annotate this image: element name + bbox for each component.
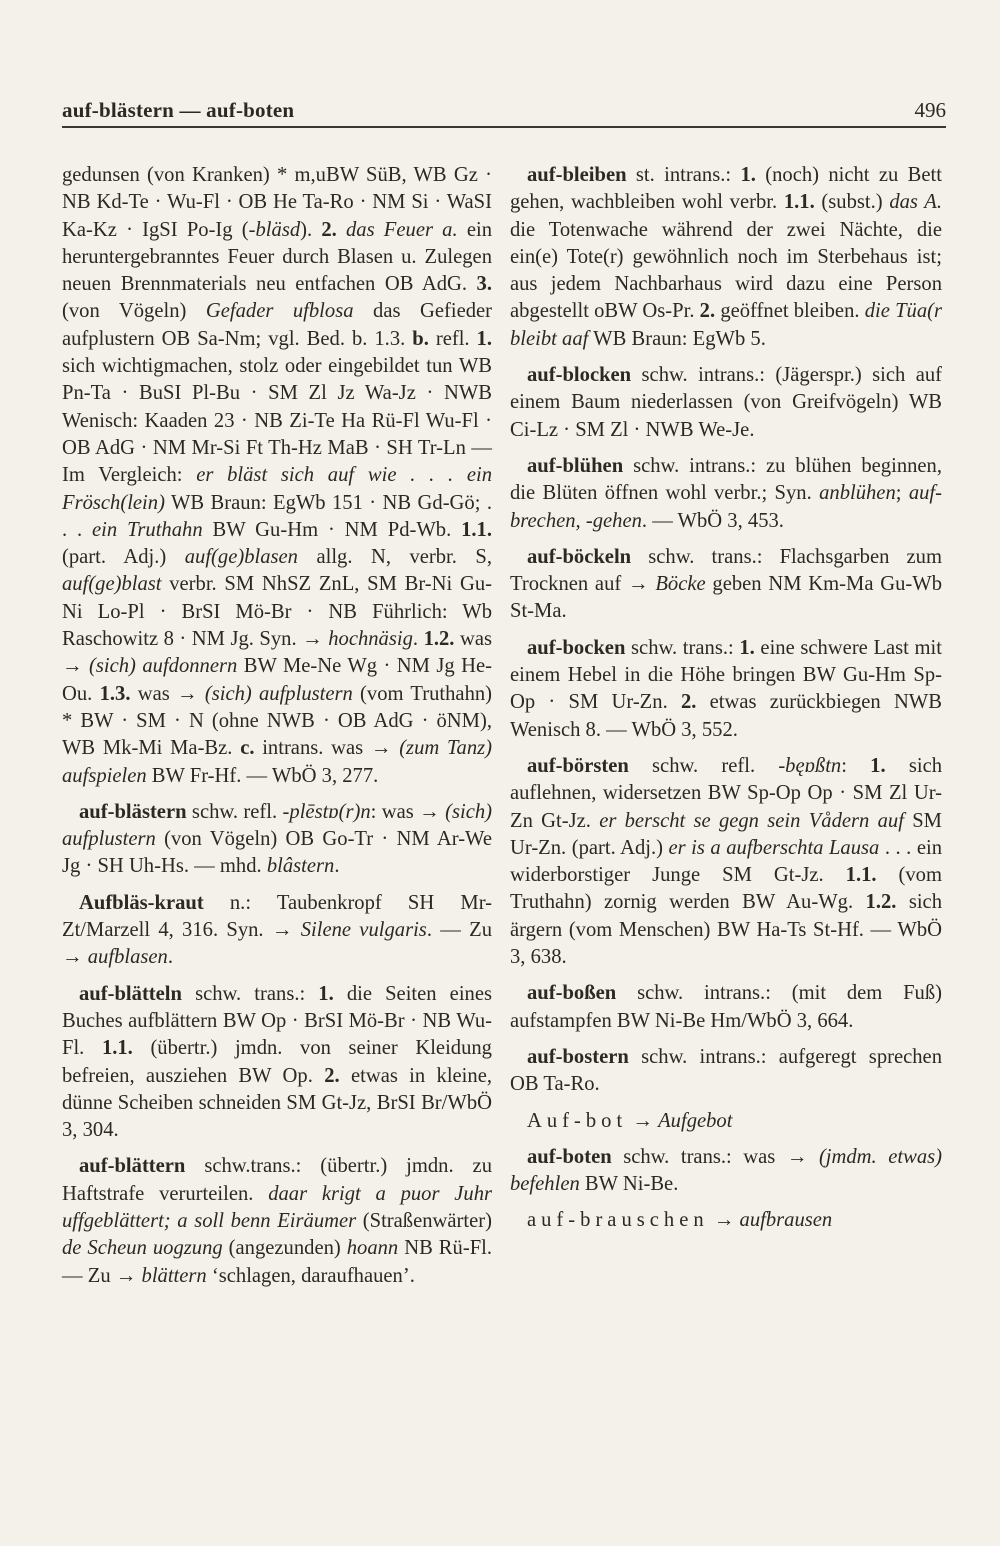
entry-auf-bluehen: auf-blühen schw. intrans.: zu blühen beginnen, die Blüten öffnen wohl verbr.; Syn. anblühen; auf-brechen, -gehen. — WbÖ 3, 453. xyxy=(510,454,943,532)
entry-auf-blocken: auf-blocken schw. intrans.: (Jägerspr.) sich auf einem Baum niederlassen (von Greifvögeln) WB Ci-Lz · SM Zl · NWB We-Je. xyxy=(510,364,942,441)
headword: auf-bostern xyxy=(527,1045,629,1068)
headword: auf-boten xyxy=(527,1145,612,1168)
page-number: 496 xyxy=(914,98,946,122)
headword: auf-blocken xyxy=(527,364,632,387)
entry-auf-bleiben: auf-bleiben st. intrans.: 1. (noch) nicht zu Bett gehen, wachbleiben wohl verbr. 1.1. (subst.) das A. die Totenwache während der zwei Nächte, die ein(e) Tote(r) gewöhnlich noch im Sterbehaus ist; aus jedem Nachbarhaus wird dazu eine Person abgestellt oBW Os-Pr. 2. geöffnet bleiben. die Tüa(r bleibt aaf WB Braun: EgWb 5. xyxy=(510,164,942,350)
headword: auf-brauschen xyxy=(527,1209,709,1232)
headword: auf-böckeln xyxy=(527,545,632,568)
entry-auf-boeckeln: auf-böckeln schw. trans.: Flachsgarben zum Trocknen auf → Böcke geben NM Km-Ma Gu-Wb St-Ma. xyxy=(510,545,942,623)
headword: auf-blätteln xyxy=(79,982,182,1005)
headword: auf-blühen xyxy=(527,454,624,477)
headword: Auf-bot xyxy=(527,1109,628,1132)
header-rule xyxy=(62,126,946,128)
headword: auf-bocken xyxy=(527,636,626,659)
entry-auf-bostern: auf-bostern schw. intrans.: aufgeregt sprechen OB Ta-Ro. xyxy=(510,1045,942,1096)
right-column xyxy=(510,162,942,1244)
entry-auf-blaettern: auf-blättern schw.trans.: (übertr.) jmdn. zu Haftstrafe verurteilen. daar krigt a puor Juhr uffgeblättert; a soll benn Eiräumer (Straßenwärter) de Scheun uogzung (angezunden) hoann NB Rü-Fl. — Zu → blättern ‘schlagen, daraufhauen’. xyxy=(62,1155,493,1287)
headword: Aufbläs-kraut xyxy=(79,891,204,914)
headword: auf-blästern xyxy=(79,800,187,823)
entry-aufblasen-continuation: gedunsen (von Kranken) * m,uBW SüB, WB Gz · NB Kd-Te · Wu-Fl · OB He Ta-Ro · NM Si · WaSI Ka-Kz · IgSI Po-Ig (-bläsd). 2. das Feuer a. ein heruntergebranntes Feuer durch Blasen u. Zulegen neuen Brennmaterials neu entfachen OB AdG. 3. (von Vögeln) Gefader ufblosa das Gefieder aufplustern OB Sa-Nm; vgl. Bed. b. 1.3. b. refl. 1. sich wichtigmachen, stolz oder eingebildet tun WB Pn-Ta · BuSI Pl-Bu · SM Zl Jz Wa-Jz · NWB Wenisch: Kaaden 23 · NB Zi-Te Ha Rü-Fl Wu-Fl · OB AdG · NM Mr-Si Ft Th-Hz MaB · SH Tr-Ln — Im Vergleich: er bläst sich auf wie . . . ein Frösch(lein) WB Braun: EgWb 151 · NB Gd-Gö; . . . ein Truthahn BW Gu-Hm · NM Pd-Wb. 1.1. (part. Adj.) auf(ge)blasen allg. N, verbr. S, auf(ge)blast verbr. SM NhSZ ZnL, SM Br-Ni Gu-Ni Lo-Pl · BrSI Mö-Br · NB Führlich: Wb Raschowitz 8 · NM Jg. Syn. → hochnäsig. 1.2. was → (sich) aufdonnern BW Me-Ne Wg · NM Jg He-Ou. 1.3. was → (sich) aufplustern (vom Truthahn) * BW · SM · N (ohne NWB · OB AdG · öNM), WB Mk-Mi Ma-Bz. c. intrans. was → (zum Tanz) aufspielen BW Fr-Hf. — WbÖ 3, 277. xyxy=(62,164,493,787)
entry-auf-blaestern: auf-blästern schw. refl. -plēstɒ(r)n: was → (sich) aufplustern (von Vögeln) OB Go-Tr · NM Ar-We Jg · SH Uh-Hs. — mhd. blâstern. xyxy=(62,800,492,878)
headword: auf-boßen xyxy=(527,982,617,1005)
entry-auf-brauschen: auf-brauschen → aufbrausen xyxy=(527,1209,833,1232)
entry-auf-bossen: auf-boßen schw. intrans.: (mit dem Fuß) aufstampfen BW Ni-Be Hm/WbÖ 3, 664. xyxy=(510,982,942,1032)
running-head: auf-blästern — auf-boten xyxy=(62,98,295,122)
entry-aufblaes-kraut: Aufbläs-kraut n.: Taubenkropf SH Mr-Zt/Marzell 4, 316. Syn. → Silene vulgaris. — Zu → aufblasen. xyxy=(62,891,492,969)
entry-auf-bot: Auf-bot → Aufgebot xyxy=(527,1109,733,1132)
entry-auf-boten: auf-boten schw. trans.: was → (jmdm. etwas) befehlen BW Ni-Be. xyxy=(510,1145,942,1196)
entry-auf-blaetteln: auf-blätteln schw. trans.: 1. die Seiten eines Buches aufblättern BW Op · BrSI Mö-Br · NB Wu-Fl. 1.1. (übertr.) jmdn. von seiner Kleidung befreien, ausziehen BW Op. 2. etwas in kleine, dünne Scheiben schneiden SM Gt-Jz, BrSI Br/WbÖ 3, 304. xyxy=(62,982,492,1142)
headword: auf-bleiben xyxy=(527,164,627,186)
left-column xyxy=(62,162,492,1299)
entry-auf-boersten: auf-börsten schw. refl. -bęɒßtn: 1. sich auflehnen, widersetzen BW Sp-Op Op · SM Zl Ur-Zn Gt-Jz. er berscht se gegn sein Vådern auf SM Ur-Zn. (part. Adj.) er is a aufberschta Lausa . . . ein widerborstiger Junge SM Gt-Jz. 1.1. (vom Truthahn) zornig werden BW Au-Wg. 1.2. sich ärgern (vom Menschen) BW Ha-Ts St-Hf. — WbÖ 3, 638. xyxy=(510,754,943,969)
headword: auf-börsten xyxy=(527,754,629,777)
headword: auf-blättern xyxy=(79,1155,186,1178)
running-header xyxy=(62,98,946,128)
entry-auf-bocken: auf-bocken schw. trans.: 1. eine schwere Last mit einem Hebel in die Höhe bringen BW Gu-Hm Sp-Op · SM Ur-Zn. 2. etwas zurückbiegen NWB Wenisch 8. — WbÖ 3, 552. xyxy=(510,636,942,741)
